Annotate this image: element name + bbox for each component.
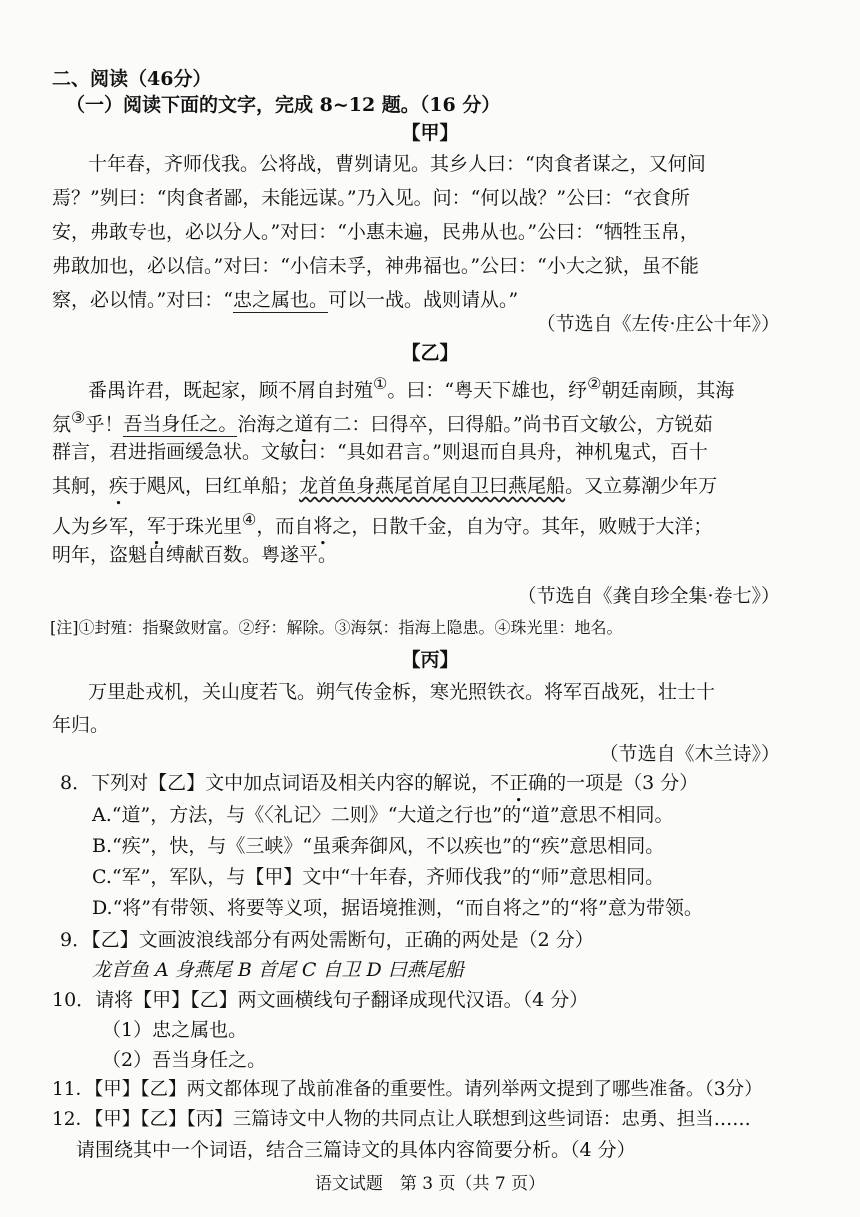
- dotted-word-jiang: 将: [313, 515, 333, 538]
- passage-yi-heading: 【乙】: [401, 342, 459, 364]
- dotted-word-jun: 军: [147, 515, 167, 538]
- dotted-word-dao: 道: [294, 413, 314, 436]
- passage-bing-line-2: 年归。: [52, 714, 110, 736]
- question-10: 10．请将【甲】【乙】两文画横线句子翻译成现代汉语。（4 分）: [52, 989, 589, 1011]
- passage-yi-line-4: 其舸，疾于飓风，曰红单船；龙首鱼身燕尾首尾自卫曰燕尾船。又立募潮少年万: [52, 475, 718, 497]
- wavy-underlined-sentence: 龙首鱼身燕尾首尾自卫曰燕尾船: [299, 475, 566, 497]
- passage-jia-line-3: 安，弗敢专也，必以分人。”对曰：“小惠未遍，民弗从也。”公曰：“牺牲玉帛，: [52, 221, 699, 243]
- underlined-sentence-yi: 吾当身任之。: [123, 413, 238, 436]
- passage-yi-line-6: 明年，盗魁自缚献百数。粤遂平。: [52, 544, 338, 566]
- question-8-option-a: A.“道”，方法，与《〈礼记〉二则》“大道之行也”的“道”意思不相同。: [92, 804, 674, 826]
- passage-jia-line-4: 弗敢加也，必以信。”对曰：“小信未孚，神弗福也。”公曰：“小大之狱，虽不能: [52, 255, 699, 277]
- question-8-option-d: D.“将”有带领、将要等义项，据语境推测，“而自将之”的“将”意为带领。: [92, 897, 703, 919]
- passage-bing-heading: 【丙】: [401, 649, 459, 671]
- question-9-sentence: 龙首鱼 A 身燕尾 B 首尾 C 自卫 D 曰燕尾船: [92, 959, 464, 981]
- passage-yi-line-3: 群言，君进指画缓急状。文敏曰：“具如君言。”则退而自具舟，神机鬼式，百十: [52, 441, 708, 463]
- question-8: 8．下列对【乙】文中加点词语及相关内容的解说，不正确的一项是（3 分）: [60, 772, 699, 794]
- passage-jia-heading: 【甲】: [401, 122, 459, 144]
- passage-yi-line-5: 人为乡军，军于珠光里④，而自将之，日散千金，自为守。其年，败贼于大洋；: [52, 510, 713, 538]
- passage-yi-line-2: 氛③乎！吾当身任之。治海之道有二：曰得卒，曰得船。”尚书百文敏公，方锐茹: [52, 408, 713, 436]
- passage-bing-source: （节选自《木兰诗》）: [599, 743, 780, 765]
- part-title: （一）阅读下面的文字，完成 8~12 题。（16 分）: [66, 94, 501, 116]
- page-footer: 语文试题 第 3 页（共 7 页）: [314, 1174, 546, 1194]
- question-10-item-1: （1）忠之属也。: [102, 1019, 248, 1041]
- underlined-sentence-jia: 忠之属也。: [232, 289, 328, 311]
- section-title: 二、阅读（46分）: [52, 68, 212, 90]
- passage-yi-source: （节选自《龚自珍全集·卷七》）: [517, 585, 780, 607]
- question-9: 9．【乙】文画波浪线部分有两处需断句，正确的两处是（2 分）: [60, 929, 594, 951]
- dotted-word-ji: 疾: [109, 475, 129, 497]
- question-12-line-2: 请围绕其中一个词语，结合三篇诗文的具体内容简要分析。（4 分）: [76, 1139, 636, 1161]
- question-10-item-2: （2）吾当身任之。: [102, 1049, 267, 1071]
- passage-jia-line-1: 十年春，齐师伐我。公将战，曹刿请见。其乡人曰：“肉食者谋之，又何间: [88, 153, 706, 175]
- question-8-option-c: C.“军”，军队，与【甲】文中“十年春，齐师伐我”的“师”意思相同。: [92, 866, 665, 888]
- passage-yi-line-1: 番禺许君，既起家，顾不屑自封殖①。曰：“粤天下雄也，纾②朝廷南顾，其海: [88, 374, 735, 402]
- question-12-line-1: 12．【甲】【乙】【丙】三篇诗文中人物的共同点让人联想到这些词语：忠勇、担当……: [52, 1109, 751, 1130]
- question-8-option-b: B.“疾”，快，与《三峡》“虽乘奔御风，不以疾也”的“疾”意思相同。: [92, 835, 665, 857]
- dotted-word-incorrect: 不正确: [490, 772, 548, 794]
- passage-yi-footnote: [注]①封殖：指聚敛财富。②纾：解除。③海氛：指海上隐患。④珠光里：地名。: [50, 618, 623, 637]
- passage-bing-line-1: 万里赴戎机，关山度若飞。朔气传金柝，寒光照铁衣。将军百战死，壮士十: [88, 681, 716, 703]
- passage-jia-source: （节选自《左传·庄公十年》）: [536, 313, 780, 335]
- passage-jia-line-5: 察，必以情。”对曰：“忠之属也。可以一战。战则请从。”: [52, 289, 519, 311]
- question-11: 11．【甲】【乙】两文都体现了战前准备的重要性。请列举两文提到了哪些准备。（3分）: [52, 1079, 763, 1100]
- passage-jia-line-2: 焉？”刿曰：“肉食者鄙，未能远谋。”乃入见。问：“何以战？”公曰：“衣食所: [52, 187, 690, 209]
